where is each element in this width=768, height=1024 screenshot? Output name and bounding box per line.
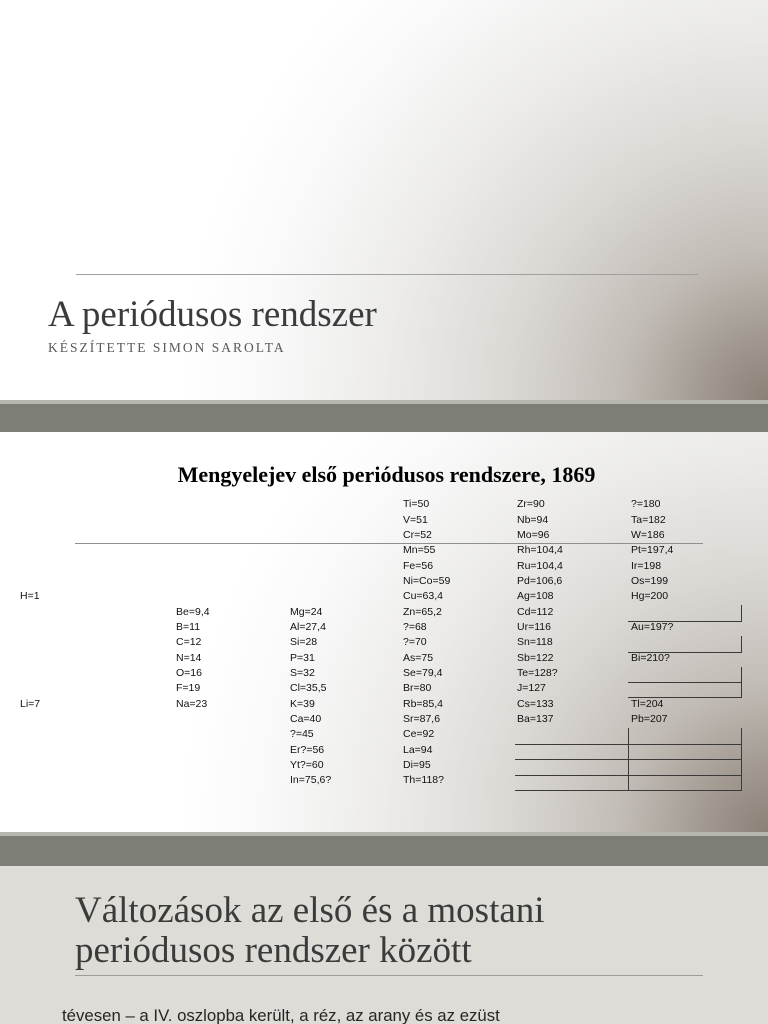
table-cell xyxy=(20,605,176,620)
table-cell xyxy=(290,589,403,604)
table-cell xyxy=(20,620,176,635)
table-cell: Bi=210? xyxy=(631,651,670,664)
table-cell xyxy=(290,528,403,543)
table-cell: Ta=182 xyxy=(631,513,666,526)
table-cell xyxy=(631,727,745,742)
table-cell: Mo=96 xyxy=(517,528,550,541)
slide-separator xyxy=(0,400,768,432)
table-cell: Ti=50 xyxy=(403,498,430,511)
table-cell xyxy=(20,635,176,650)
table-cell: Ru=104,4 xyxy=(517,559,563,572)
table-cell: Ca=40 xyxy=(290,712,322,725)
table-cell xyxy=(631,773,745,788)
table-cell: Tl=204 xyxy=(631,697,664,710)
table-cell: Ur=116 xyxy=(517,620,551,633)
table-cell: Pt=197,4 xyxy=(631,544,674,557)
table-cell: Zr=90 xyxy=(517,498,545,511)
table-cell xyxy=(176,543,290,558)
table-cell xyxy=(20,574,176,589)
table-cell xyxy=(631,758,745,773)
table-cell xyxy=(290,574,403,589)
table-cell xyxy=(20,651,176,666)
slide-title: A periódusos rendszer xyxy=(48,294,377,335)
table-cell: Ag=108 xyxy=(517,590,554,603)
table-cell: P=31 xyxy=(290,651,315,664)
slide-title xyxy=(75,891,545,970)
table-cell xyxy=(631,681,745,696)
table-cell xyxy=(290,513,403,528)
table-cell: Di=95 xyxy=(403,758,431,771)
table-cell xyxy=(176,513,290,528)
table-cell: S=32 xyxy=(290,666,315,679)
table-cell: Br=80 xyxy=(403,682,432,695)
table-cell xyxy=(20,773,176,788)
table-cell xyxy=(176,773,290,788)
table-cell: Mg=24 xyxy=(290,605,323,618)
table-cell: ?=68 xyxy=(403,620,427,633)
table-cell xyxy=(517,727,631,742)
table-cell: Ba=137 xyxy=(517,712,554,725)
table-cell: Rh=104,4 xyxy=(517,544,563,557)
slide-title: Mengyelejev első periódusos rendszere, 1869 xyxy=(177,462,596,487)
table-cell: Fe=56 xyxy=(403,559,434,572)
table-cell: Ce=92 xyxy=(403,728,435,741)
table-cell: Sn=118 xyxy=(517,636,553,649)
table-cell xyxy=(20,528,176,543)
table-cell: Be=9,4 xyxy=(176,605,210,618)
table-cell: N=14 xyxy=(176,651,202,664)
table-cell xyxy=(176,727,290,742)
table-cell xyxy=(631,743,745,758)
slide-title-line: Változások az első és a mostani xyxy=(75,890,545,931)
table-cell: W=186 xyxy=(631,528,665,541)
table-cell: ?=70 xyxy=(403,636,427,649)
table-cell: Zn=65,2 xyxy=(403,605,442,618)
table-cell: Al=27,4 xyxy=(290,620,326,633)
table-cell: ?=180 xyxy=(631,498,661,511)
table-cell: Cd=112 xyxy=(517,605,554,618)
table-cell xyxy=(176,712,290,727)
table-cell xyxy=(20,758,176,773)
table-cell xyxy=(176,758,290,773)
table-cell xyxy=(290,559,403,574)
table-cell: Sb=122 xyxy=(517,651,554,664)
table-cell: B=11 xyxy=(176,620,201,633)
slide-title-line: periódusos rendszer között xyxy=(75,929,472,971)
table-cell xyxy=(20,712,176,727)
table-cell: Cr=52 xyxy=(403,528,432,541)
table-cell xyxy=(20,559,176,574)
table-cell: Ni=Co=59 xyxy=(403,574,451,587)
table-cell: Li=7 xyxy=(20,697,41,710)
table-cell xyxy=(631,605,745,620)
table-cell xyxy=(517,773,631,788)
slide-1 xyxy=(0,0,768,400)
table-cell: Nb=94 xyxy=(517,513,549,526)
table-cell xyxy=(290,497,403,512)
table-cell: F=19 xyxy=(176,682,201,695)
table-cell: In=75,6? xyxy=(290,774,332,787)
table-cell xyxy=(517,743,631,758)
table-cell: Se=79,4 xyxy=(403,666,443,679)
table-cell: Cs=133 xyxy=(517,697,554,710)
table-cell xyxy=(20,681,176,696)
table-cell: Pd=106,6 xyxy=(517,574,563,587)
table-cell: Yt?=60 xyxy=(290,758,324,771)
slide-body-text: tévesen – a IV. oszlopba került, a réz, az arany és az ezüst xyxy=(62,1006,500,1024)
table-cell: Th=118? xyxy=(403,774,444,787)
table-cell xyxy=(176,743,290,758)
table-cell: La=94 xyxy=(403,743,433,756)
table-cell xyxy=(176,589,290,604)
table-cell: Pb=207 xyxy=(631,712,668,725)
table-cell: Rb=85,4 xyxy=(403,697,443,710)
table-cell: J=127 xyxy=(517,682,546,695)
table-cell: Si=28 xyxy=(290,636,318,649)
table-cell xyxy=(176,528,290,543)
table-cell xyxy=(631,666,745,681)
table-cell xyxy=(20,513,176,528)
table-cell xyxy=(20,497,176,512)
table-cell: Na=23 xyxy=(176,697,208,710)
table-cell xyxy=(176,559,290,574)
table-cell: C=12 xyxy=(176,636,202,649)
table-cell xyxy=(631,635,745,650)
table-cell: Er?=56 xyxy=(290,743,325,756)
table-cell: Os=199 xyxy=(631,574,669,587)
slide-subtitle: KÉSZÍTETTE SIMON SAROLTA xyxy=(48,340,286,355)
table-cell xyxy=(517,758,631,773)
table-cell: Au=197? xyxy=(631,620,674,633)
slide-separator xyxy=(0,832,768,866)
table-cell: ?=45 xyxy=(290,728,314,741)
table-cell xyxy=(176,574,290,589)
table-cell: Te=128? xyxy=(517,666,558,679)
table-cell: K=39 xyxy=(290,697,315,710)
table-cell xyxy=(20,727,176,742)
table-cell: Hg=200 xyxy=(631,590,669,603)
table-cell xyxy=(290,543,403,558)
table-cell xyxy=(176,497,290,512)
table-cell xyxy=(20,666,176,681)
slide-3 xyxy=(0,866,768,1024)
table-cell: O=16 xyxy=(176,666,202,679)
table-cell xyxy=(20,543,176,558)
slide-2 xyxy=(0,432,768,832)
table-cell: Ir=198 xyxy=(631,559,662,572)
mendeleev-table xyxy=(20,497,745,788)
table-cell: Sr=87,6 xyxy=(403,712,441,725)
table-cell: As=75 xyxy=(403,651,434,664)
table-cell: V=51 xyxy=(403,513,428,526)
table-cell: Cu=63,4 xyxy=(403,590,443,603)
table-cell xyxy=(20,743,176,758)
title-rule xyxy=(75,975,703,976)
table-cell: Cl=35,5 xyxy=(290,682,327,695)
table-cell: Mn=55 xyxy=(403,544,436,557)
table-cell: H=1 xyxy=(20,590,40,603)
title-rule xyxy=(76,274,698,275)
